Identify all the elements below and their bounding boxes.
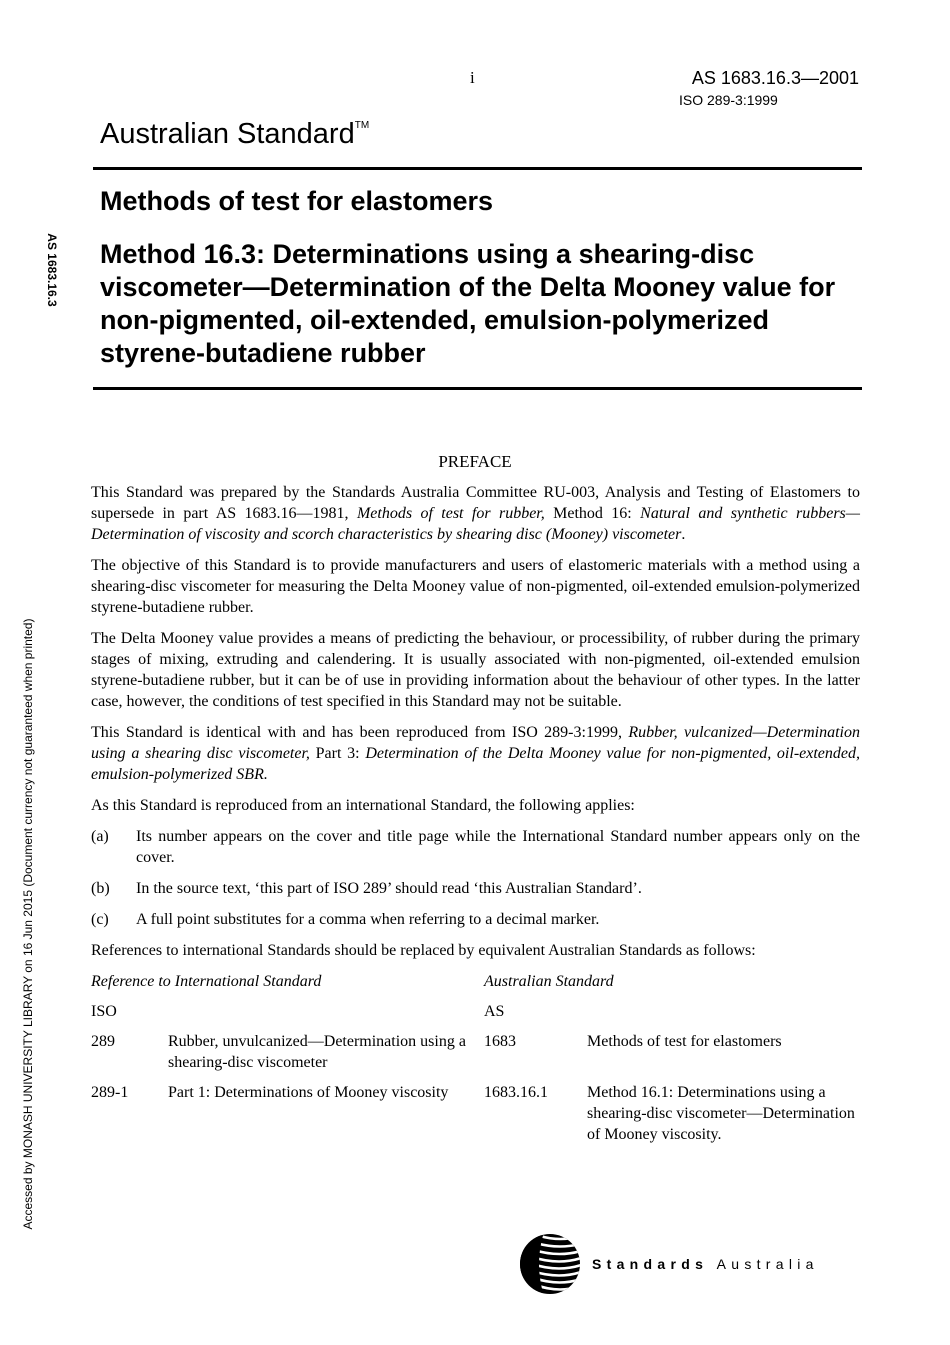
preface-paragraph-1	[91, 482, 860, 545]
list-item-label: (a)	[91, 828, 109, 845]
list-item-text: Its number appears on the cover and title page while the International Standard number appears only on the cover.	[136, 828, 860, 866]
preface-paragraph-2: The objective of this Standard is to provide manufacturers and users of elastomeric materials with a method using a shearing-disc viscometer for measuring the Delta Mooney value of non-pigmented, oil-extended emulsion-polymerized styrene-butadiene rubber.	[91, 557, 860, 616]
list-item-text: A full point substitutes for a comma when referring to a decimal marker.	[136, 911, 600, 928]
brand-text: Australian Standard	[100, 118, 355, 150]
iso-number-cell: 289-1	[91, 1084, 129, 1101]
as-number-cell: 1683.16.1	[484, 1084, 548, 1101]
header-australian-text: Australian Standard	[484, 973, 614, 990]
p4-text: This Standard is identical with and has been reproduced from ISO 289-3:1999,	[91, 724, 629, 741]
p4-italic-title: Rubber, vulcanized—Determination using a shearing disc viscometer,	[91, 724, 861, 762]
reference-table	[91, 971, 860, 1154]
standard-number: AS 1683.16.3—2001	[691, 68, 859, 88]
table-subheader-row	[91, 1001, 860, 1031]
table-row	[91, 1031, 860, 1082]
page-number: i	[470, 68, 475, 87]
p1-text-2: Method 16:	[544, 505, 641, 522]
logo-word-regular: Australia	[716, 1256, 819, 1272]
list-item	[91, 878, 860, 899]
as-title-cell: Methods of test for elastomers	[587, 1033, 782, 1050]
as-title-cell: Method 16.1: Determinations using a shearing-disc viscometer—Determination of Mooney viscosity.	[587, 1084, 855, 1143]
p4-text-2: Part 3:	[309, 745, 366, 762]
series-title: Methods of test for elastomers	[100, 186, 494, 216]
standards-australia-globe-icon	[520, 1232, 584, 1296]
preface-paragraph-5: As this Standard is reproduced from an international Standard, the following applies:	[91, 797, 635, 814]
preface-paragraph-3: The Delta Mooney value provides a means of predicting the behaviour, or processibility, of rubber during the primary stages of mixing, extruding and calendering. It is usually associated with non-pigmented, oil-extended emulsion styrene-butadiene rubber, but it can be of use in providing information about the behaviour of other types. In the latter case, however, the conditions of test specified in this Standard may not be suitable.	[91, 630, 860, 710]
header-international	[91, 971, 484, 1001]
table-header-row	[91, 971, 860, 1001]
list-item-text: In the source text, ‘this part of ISO 289’ should read ‘this Australian Standard’.	[136, 880, 642, 897]
preface-paragraph-4	[91, 722, 860, 785]
p1-italic-subtitle: Natural and synthetic rubbers—Determination of viscosity and scorch characteristics by shearing disc (Mooney) viscometer	[91, 505, 861, 543]
method-title: Method 16.3: Determinations using a shearing-disc viscometer—Determination of the Delta Mooney value for non-pigmented, oil-extended, emulsion-polymerized styrene-butadiene rubber	[100, 239, 836, 368]
preface-body	[91, 482, 860, 1154]
p1-text: This Standard was prepared by the Standards Australia Committee RU-003, Analysis and Testing of Elastomers to supersede in part AS 1683.16—1981,	[91, 484, 860, 522]
preface-heading: PREFACE	[438, 452, 512, 471]
list-item-label: (b)	[91, 880, 110, 897]
standards-australia-logo	[520, 1232, 865, 1296]
logo-wordmark	[592, 1256, 819, 1272]
p4-italic-subtitle: Determination of the Delta Mooney value for non-pigmented, oil-extended, emulsion-polymerized SBR.	[91, 745, 861, 783]
trademark-mark: TM	[354, 120, 370, 131]
access-notice: Accessed by MONASH UNIVERSITY LIBRARY on 16 Jun 2015 (Document currency not guaranteed when printed)	[21, 618, 35, 1230]
list-item-label: (c)	[91, 911, 109, 928]
p1-end: .	[681, 526, 686, 543]
iso-number-cell: 289	[91, 1033, 115, 1050]
iso-title-cell: Rubber, unvulcanized—Determination using a shearing-disc viscometer	[168, 1033, 466, 1071]
list-item	[91, 909, 860, 930]
list-item	[91, 826, 860, 868]
p1-italic-title: Methods of test for rubber,	[356, 505, 545, 522]
header-australian	[484, 971, 860, 1001]
as-number-cell: 1683	[484, 1033, 516, 1050]
brand-title	[100, 118, 369, 151]
bottom-rule	[93, 387, 862, 390]
top-rule	[93, 167, 862, 170]
preface-paragraph-6: References to international Standards should be replaced by equivalent Australian Standards as follows:	[91, 942, 756, 959]
side-standard-tag: AS 1683.16.3	[45, 233, 59, 307]
header-international-text: Reference to International Standard	[91, 973, 322, 990]
iso-title-cell: Part 1: Determinations of Mooney viscosity	[168, 1084, 449, 1101]
iso-number: ISO 289-3:1999	[679, 92, 778, 108]
subheader-iso: ISO	[91, 1003, 117, 1020]
subheader-as: AS	[484, 1003, 505, 1020]
logo-word-bold: Standards	[592, 1256, 709, 1272]
table-row	[91, 1082, 860, 1154]
